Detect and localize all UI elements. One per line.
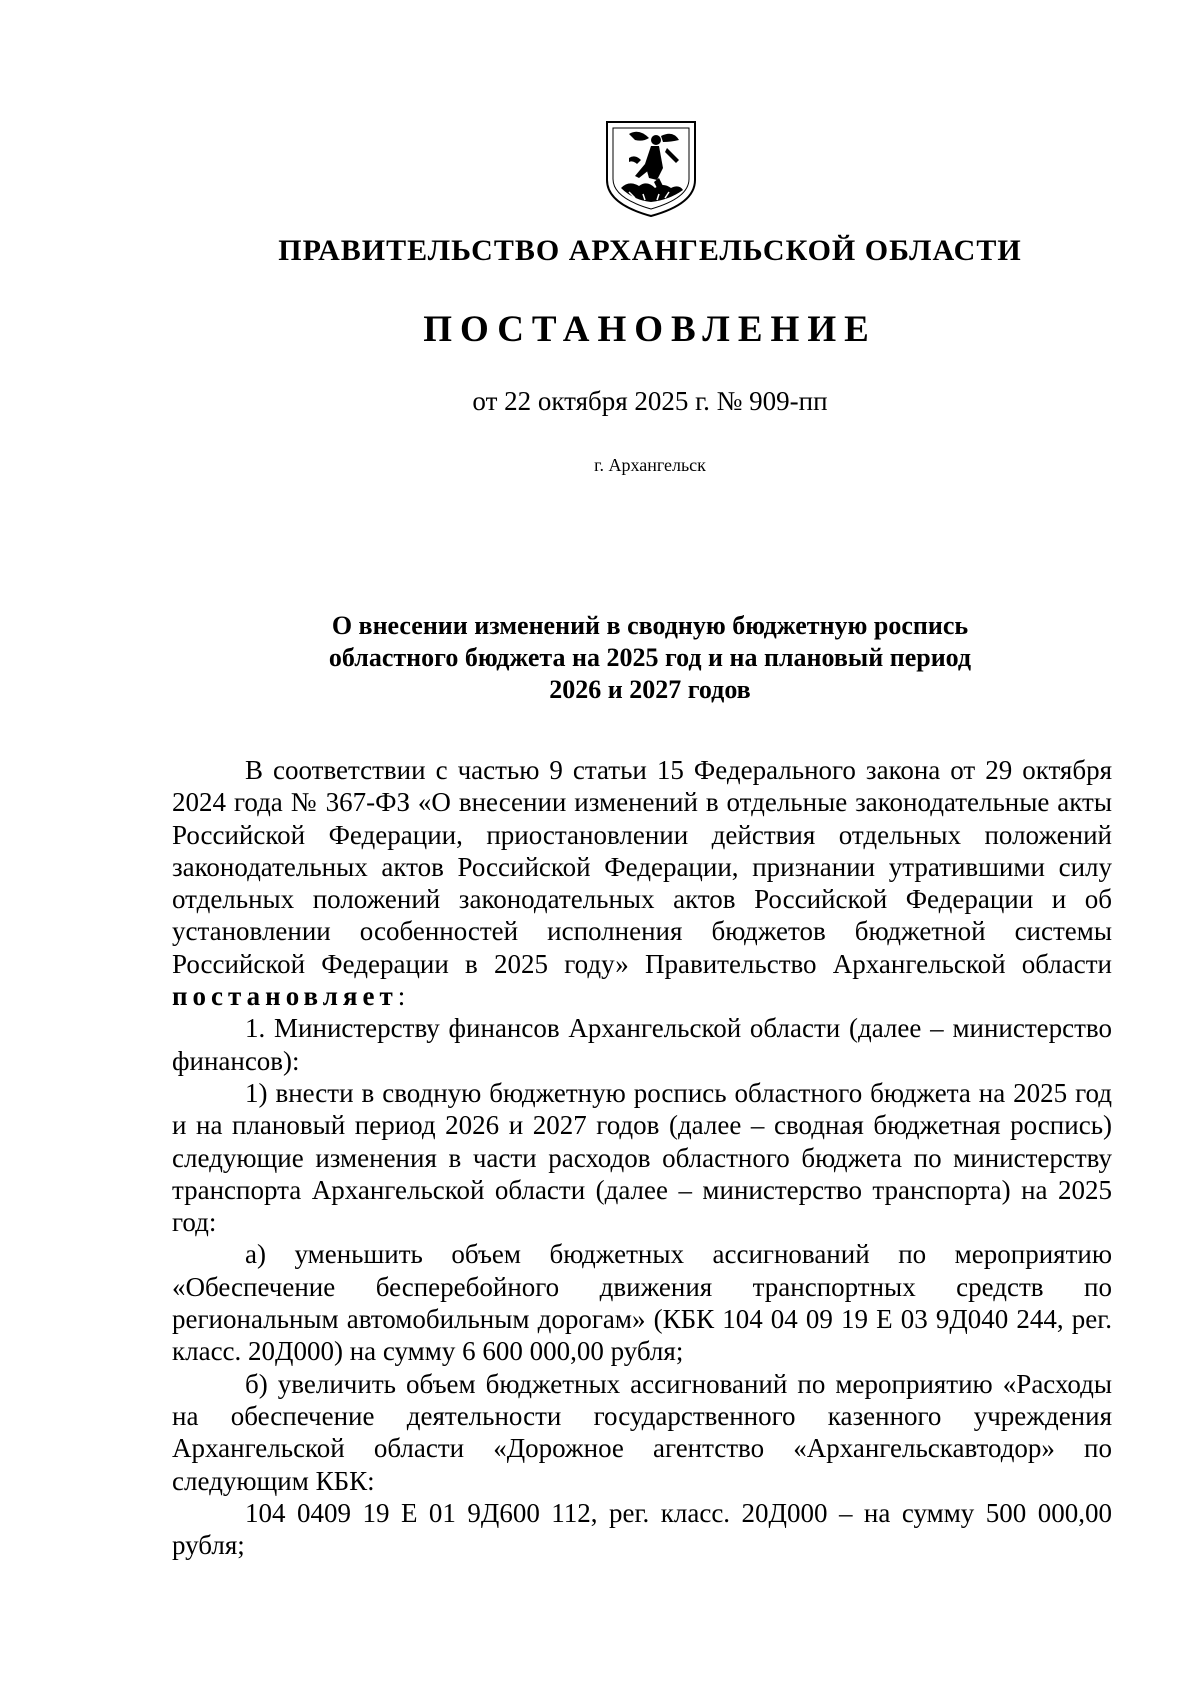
preamble-text: В соответствии с частью 9 статьи 15 Федерального закона от 29 октября 2024 года № 367-ФЗ «О внесении изменений в отдельные законодательные акты Российской Федерации, приостановлении действия отдельных положений законодательных актов Российской Федерации, признании утратившими силу отдельных положений законодательных актов Российской Федерации и об установлении особенностей исполнения бюджетов бюджетной системы Российской Федерации в 2025 году» Правительство Архангельской области bbox=[172, 755, 1112, 979]
title-line: 2026 и 2027 годов bbox=[549, 675, 751, 704]
document-date-number: от 22 октября 2025 г. № 909-пп bbox=[472, 386, 828, 416]
document-city: г. Архангельск bbox=[594, 455, 706, 475]
preamble-paragraph bbox=[172, 754, 1112, 1012]
preamble-end: : bbox=[397, 981, 406, 1012]
document-type: ПОСТАНОВЛЕНИЕ bbox=[423, 309, 877, 350]
kbk-paragraph: 104 0409 19 Е 01 9Д600 112, рег. класс. 20Д000 – на сумму 500 000,00 рубля; bbox=[172, 1497, 1112, 1561]
document-title bbox=[0, 610, 1200, 706]
document-body bbox=[172, 754, 1112, 1561]
item-a-paragraph: а) уменьшить объем бюджетных ассигнований по мероприятию «Обеспечение бесперебойного движения транспортных средств по региональным автомобильным дорогам» (КБК 104 04 09 19 Е 03 9Д040 244, рег. класс. 20Д000) на сумму 6 600 000,00 рубля; bbox=[172, 1239, 1112, 1367]
preamble-keyword: постановляет bbox=[172, 981, 398, 1012]
organization-name: ПРАВИТЕЛЬСТВО АРХАНГЕЛЬСКОЙ ОБЛАСТИ bbox=[278, 234, 1022, 267]
item-1-1-paragraph: 1) внести в сводную бюджетную роспись областного бюджета на 2025 год и на плановый период 2026 и 2027 годов (далее – сводная бюджетная роспись) следующие изменения в части расходов областного бюджета по министерству транспорта Архангельской области (далее – министерство транспорта) на 2025 год: bbox=[172, 1077, 1112, 1238]
title-line: областного бюджета на 2025 год и на плановый период bbox=[328, 643, 972, 672]
item-1-paragraph: 1. Министерству финансов Архангельской области (далее – министерство финансов): bbox=[172, 1013, 1112, 1076]
coat-of-arms-icon bbox=[599, 118, 703, 218]
title-line: О внесении изменений в сводную бюджетную роспись bbox=[331, 611, 969, 640]
item-b-paragraph: б) увеличить объем бюджетных ассигнований по мероприятию «Расходы на обеспечение деятельности государственного казенного учреждения Архангельской области «Дорожное агентство «Архангельскавтодор» по следующим КБК: bbox=[172, 1368, 1112, 1496]
